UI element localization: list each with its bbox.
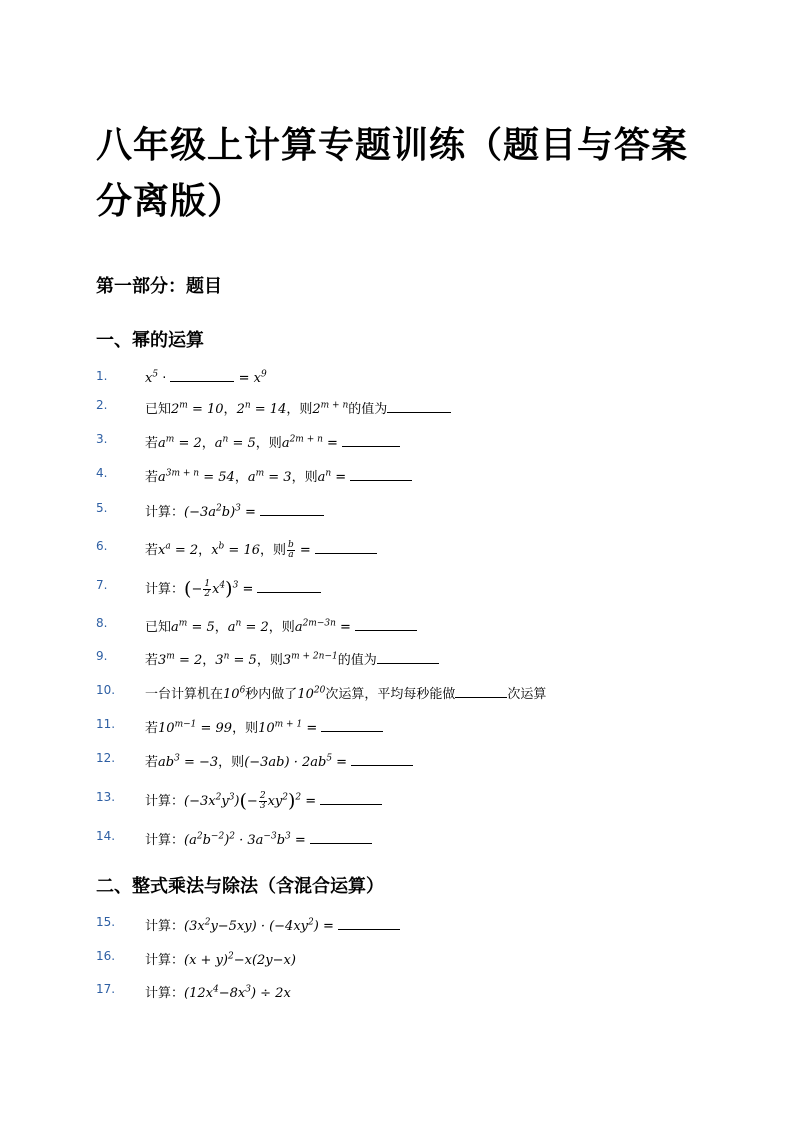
question-text: 计算：$(3x^2y-5xy) \cdot (-4xy^2)$ = <box>145 915 400 934</box>
question-number: 5. <box>96 501 108 515</box>
question-number: 1. <box>96 369 108 383</box>
question-number: 7. <box>96 578 108 592</box>
question-number: 9. <box>96 649 108 663</box>
question-number: 11. <box>96 717 116 731</box>
question-text: 计算：$(-3a^2b)^3$ = <box>145 501 324 520</box>
question-number: 3. <box>96 432 108 446</box>
question-number: 12. <box>96 751 116 765</box>
question-text: 计算：(− $\frac{1}{2}$ $x^4)^3$ = <box>145 578 321 600</box>
question-number: 8. <box>96 616 108 630</box>
question-text: 已知$2^m = 10$，$2^n = 14$，则$2^{m + n}$的值为 <box>145 398 451 417</box>
question-text: 若$ab^3 = -3$，则$(-3ab) \cdot 2ab^5$ = <box>145 751 413 770</box>
question-text: 已知$a^m = 5$，$a^n = 2$，则$a^{2m-3n}$ = <box>145 616 417 635</box>
question-text: 若$a^m = 2$，$a^n = 5$，则$a^{2m + n}$ = <box>145 432 400 451</box>
document-title: 八年级上计算专题训练（题目与答案分离版） <box>96 125 689 222</box>
section-heading-powers: 一、幂的运算 <box>96 330 204 351</box>
question-text: 计算：$(12x^4-8x^3) \div 2x$ <box>145 984 291 1001</box>
question-number: 15. <box>96 915 116 929</box>
question-number: 4. <box>96 466 108 480</box>
question-number: 10. <box>96 683 116 697</box>
section-heading-multiplication: 二、整式乘法与除法（含混合运算） <box>96 876 384 897</box>
question-text: 若$a^{3m + n} = 54$，$a^m = 3$，则$a^n$ = <box>145 466 412 485</box>
question-number: 6. <box>96 539 108 553</box>
question-number: 14. <box>96 829 116 843</box>
question-text: 计算：$(-3x^2y^3)(-$ $\frac{2}{3}$ $xy^2)^2$ = <box>145 790 382 812</box>
question-number: 16. <box>96 949 116 963</box>
question-number: 13. <box>96 790 116 804</box>
question-text: 计算：$(x + y)^2-x(2y-x)$ <box>145 951 296 968</box>
question-text: 若$x^a = 2$，$x^b = 16$，则 $\frac{b}{a}$ = <box>145 539 377 560</box>
question-text: 若$10^{m-1} = 99$，则$10^{m + 1}$ = <box>145 717 383 736</box>
question-number: 2. <box>96 398 108 412</box>
part-heading: 第一部分：题目 <box>96 276 222 297</box>
question-number: 17. <box>96 982 116 996</box>
question-text: 若$3^m = 2$，$3^n = 5$，则$3^{m + 2n-1}$的值为 <box>145 649 439 668</box>
question-text: 一台计算机在$10^6$秒内做了$10^{20}$次运算，平均每秒能做 次运算 <box>145 685 547 702</box>
question-text: $x^5$ · = $x^9$ <box>145 369 267 386</box>
question-text: 计算：$(a^2b^{-2})^2 \cdot 3a^{-3}b^3$ = <box>145 829 372 848</box>
